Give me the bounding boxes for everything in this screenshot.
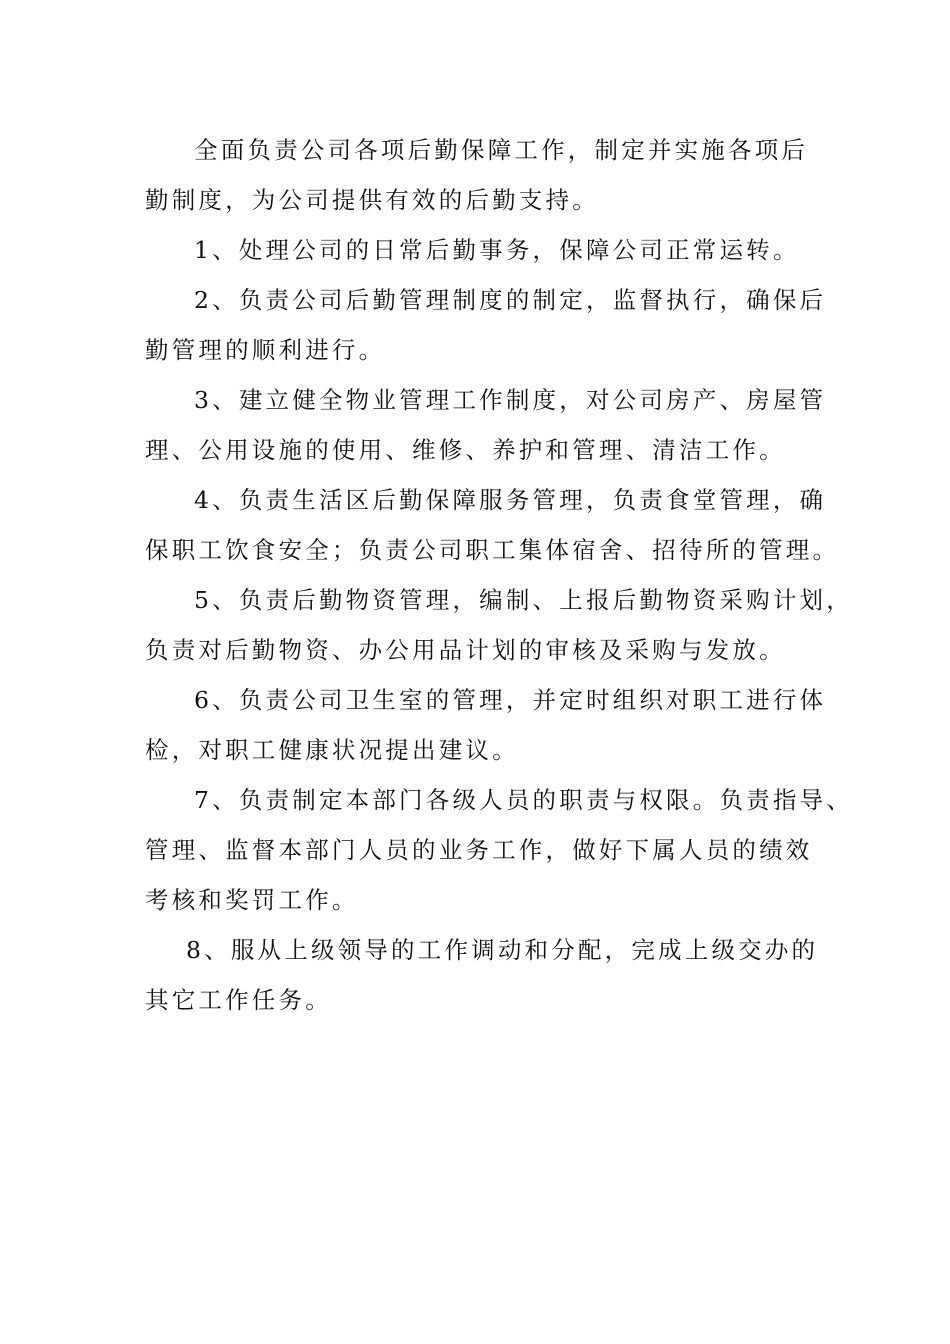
- item-7-line-2: 管理、监督本部门人员的业务工作，做好下属人员的绩效: [145, 836, 813, 864]
- intro-line-2: 勤制度，为公司提供有效的后勤支持。: [145, 186, 599, 214]
- intro-line-1: 全面负责公司各项后勤保障工作，制定并实施各项后: [194, 136, 809, 164]
- item-5-line-1: 5、负责后勤物资管理，编制、上报后勤物资采购计划，: [194, 586, 853, 614]
- item-6-line-2: 检，对职工健康状况提出建议。: [145, 736, 519, 764]
- item-8-line-2: 其它工作任务。: [145, 986, 332, 1014]
- item-7-line-3: 考核和奖罚工作。: [145, 886, 359, 914]
- item-8-line-1: 8、服从上级领导的工作调动和分配，完成上级交办的: [186, 936, 819, 964]
- item-4-line-2: 保职工饮食安全；负责公司职工集体宿舍、招待所的管理。: [145, 536, 840, 564]
- item-7-line-1: 7、负责制定本部门各级人员的职责与权限。负责指导、: [194, 786, 853, 814]
- item-5-line-2: 负责对后勤物资、办公用品计划的审核及采购与发放。: [145, 636, 786, 664]
- item-1-line-1: 1、处理公司的日常后勤事务，保障公司正常运转。: [194, 236, 800, 264]
- item-2-line-2: 勤管理的顺利进行。: [145, 336, 386, 364]
- item-2-line-1: 2、负责公司后勤管理制度的制定，监督执行，确保后: [194, 286, 827, 314]
- item-3-line-1: 3、建立健全物业管理工作制度，对公司房产、房屋管: [194, 386, 827, 414]
- item-3-line-2: 理、公用设施的使用、维修、养护和管理、清洁工作。: [145, 436, 786, 464]
- item-6-line-1: 6、负责公司卫生室的管理，并定时组织对职工进行体: [194, 686, 827, 714]
- item-4-line-1: 4、负责生活区后勤保障服务管理，负责食堂管理，确: [194, 486, 827, 514]
